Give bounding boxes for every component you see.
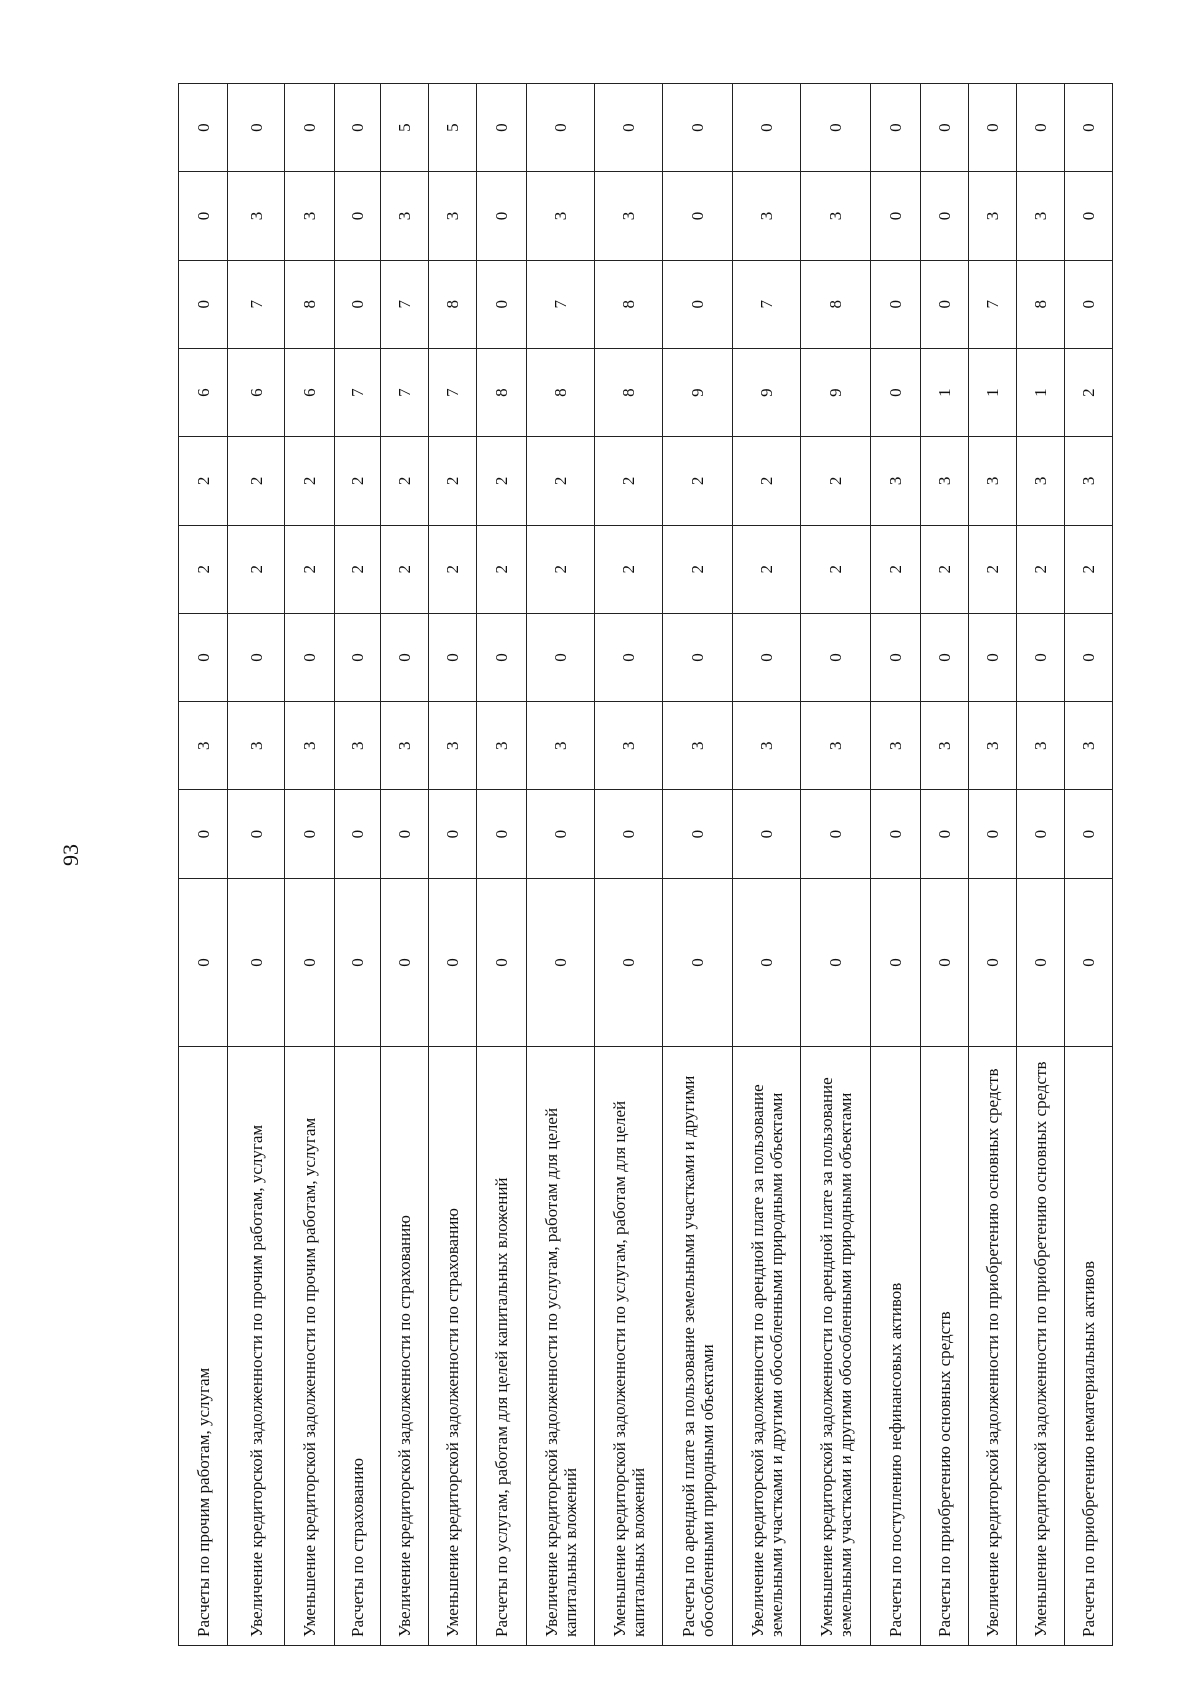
code-cell: 2 <box>381 525 429 613</box>
row-label: Расчеты по страхованию <box>335 1047 381 1646</box>
code-cell: 0 <box>228 790 285 878</box>
code-cell: 5 <box>381 84 429 172</box>
code-cell: 1 <box>969 348 1017 436</box>
code-cell: 0 <box>801 613 871 701</box>
code-cell: 0 <box>179 613 228 701</box>
code-cell: 2 <box>1065 348 1113 436</box>
code-cell: 0 <box>477 613 527 701</box>
code-cell: 0 <box>335 613 381 701</box>
code-cell: 3 <box>801 702 871 790</box>
code-cell: 7 <box>381 348 429 436</box>
code-cell: 0 <box>381 878 429 1046</box>
page-number: 93 <box>58 844 83 866</box>
code-cell: 3 <box>969 437 1017 525</box>
table-row <box>228 84 285 1646</box>
code-cell: 0 <box>527 790 595 878</box>
code-cell: 0 <box>1017 613 1065 701</box>
code-cell: 3 <box>595 702 663 790</box>
code-cell: 0 <box>1017 84 1065 172</box>
code-cell: 0 <box>921 790 969 878</box>
code-cell: 0 <box>663 790 733 878</box>
row-label: Увеличение кредиторской задолженности по услугам, работам для целей капитальных вложений <box>527 1047 595 1646</box>
code-cell: 3 <box>921 702 969 790</box>
code-cell: 2 <box>663 437 733 525</box>
code-cell: 6 <box>179 348 228 436</box>
code-cell: 3 <box>228 172 285 260</box>
table-row <box>527 84 595 1646</box>
row-label: Расчеты по арендной плате за пользование земельными участками и другими обособленными природными объектами <box>663 1047 733 1646</box>
code-cell: 2 <box>335 437 381 525</box>
code-cell: 7 <box>228 260 285 348</box>
code-cell: 0 <box>871 84 921 172</box>
code-cell: 0 <box>595 613 663 701</box>
code-cell: 2 <box>733 525 801 613</box>
code-cell: 3 <box>663 702 733 790</box>
code-cell: 3 <box>1017 437 1065 525</box>
code-cell: 3 <box>969 172 1017 260</box>
code-cell: 0 <box>429 613 477 701</box>
code-cell: 8 <box>527 348 595 436</box>
rotated-table-container <box>178 83 1102 1646</box>
code-cell: 0 <box>871 172 921 260</box>
code-cell: 0 <box>285 790 335 878</box>
code-cell: 2 <box>1065 525 1113 613</box>
code-cell: 3 <box>527 172 595 260</box>
table-row <box>285 84 335 1646</box>
row-label: Уменьшение кредиторской задолженности по арендной плате за пользование земельными участками и другими обособленными природными объектами <box>801 1047 871 1646</box>
code-cell: 1 <box>1017 348 1065 436</box>
code-cell: 0 <box>527 84 595 172</box>
code-cell: 0 <box>801 878 871 1046</box>
code-cell: 7 <box>969 260 1017 348</box>
code-cell: 0 <box>663 613 733 701</box>
code-cell: 0 <box>595 878 663 1046</box>
table-row <box>801 84 871 1646</box>
code-cell: 0 <box>1065 878 1113 1046</box>
row-label: Расчеты по приобретению основных средств <box>921 1047 969 1646</box>
code-cell: 8 <box>801 260 871 348</box>
code-cell: 0 <box>663 172 733 260</box>
code-cell: 0 <box>381 790 429 878</box>
code-cell: 0 <box>1017 790 1065 878</box>
code-cell: 6 <box>228 348 285 436</box>
code-cell: 0 <box>663 878 733 1046</box>
code-cell: 2 <box>733 437 801 525</box>
code-cell: 0 <box>733 84 801 172</box>
row-label: Увеличение кредиторской задолженности по приобретению основных средств <box>969 1047 1017 1646</box>
table-row <box>871 84 921 1646</box>
row-label: Расчеты по прочим работам, услугам <box>179 1047 228 1646</box>
code-cell: 0 <box>335 878 381 1046</box>
code-cell: 2 <box>429 525 477 613</box>
code-cell: 2 <box>595 525 663 613</box>
code-cell: 0 <box>871 790 921 878</box>
code-cell: 0 <box>921 260 969 348</box>
code-cell: 2 <box>663 525 733 613</box>
row-label: Уменьшение кредиторской задолженности по страхованию <box>429 1047 477 1646</box>
code-cell: 0 <box>381 613 429 701</box>
code-cell: 7 <box>527 260 595 348</box>
code-cell: 3 <box>871 437 921 525</box>
code-cell: 7 <box>381 260 429 348</box>
code-cell: 0 <box>477 260 527 348</box>
code-cell: 9 <box>733 348 801 436</box>
code-cell: 0 <box>663 84 733 172</box>
table-row <box>1017 84 1065 1646</box>
code-cell: 0 <box>228 613 285 701</box>
table-row <box>381 84 429 1646</box>
code-cell: 2 <box>871 525 921 613</box>
table-body <box>179 84 1113 1646</box>
row-label: Увеличение кредиторской задолженности по страхованию <box>381 1047 429 1646</box>
code-cell: 3 <box>285 702 335 790</box>
code-cell: 0 <box>527 613 595 701</box>
code-cell: 3 <box>335 702 381 790</box>
code-cell: 0 <box>1065 172 1113 260</box>
code-cell: 0 <box>477 172 527 260</box>
code-cell: 3 <box>595 172 663 260</box>
table-row <box>179 84 228 1646</box>
code-cell: 2 <box>595 437 663 525</box>
code-cell: 0 <box>429 878 477 1046</box>
row-label: Расчеты по приобретению нематериальных активов <box>1065 1047 1113 1646</box>
code-cell: 3 <box>733 172 801 260</box>
code-cell: 0 <box>969 790 1017 878</box>
code-cell: 0 <box>969 613 1017 701</box>
code-cell: 2 <box>285 525 335 613</box>
code-cell: 3 <box>429 702 477 790</box>
code-cell: 6 <box>285 348 335 436</box>
code-cell: 8 <box>429 260 477 348</box>
code-cell: 2 <box>285 437 335 525</box>
table-row <box>1065 84 1113 1646</box>
code-cell: 3 <box>733 702 801 790</box>
code-cell: 3 <box>527 702 595 790</box>
code-cell: 0 <box>285 878 335 1046</box>
code-cell: 3 <box>477 702 527 790</box>
code-cell: 3 <box>801 172 871 260</box>
table-row <box>477 84 527 1646</box>
code-cell: 0 <box>801 790 871 878</box>
code-cell: 0 <box>179 790 228 878</box>
code-cell: 0 <box>179 172 228 260</box>
code-cell: 3 <box>1017 172 1065 260</box>
code-cell: 3 <box>381 702 429 790</box>
code-cell: 5 <box>429 84 477 172</box>
code-cell: 2 <box>179 437 228 525</box>
code-cell: 0 <box>285 613 335 701</box>
code-cell: 0 <box>228 878 285 1046</box>
row-label: Увеличение кредиторской задолженности по прочим работам, услугам <box>228 1047 285 1646</box>
code-cell: 0 <box>477 878 527 1046</box>
code-cell: 9 <box>801 348 871 436</box>
code-cell: 3 <box>1065 702 1113 790</box>
code-cell: 0 <box>921 172 969 260</box>
code-cell: 0 <box>477 84 527 172</box>
table-row <box>595 84 663 1646</box>
code-cell: 0 <box>969 84 1017 172</box>
code-cell: 7 <box>429 348 477 436</box>
table-row <box>663 84 733 1646</box>
code-cell: 0 <box>871 878 921 1046</box>
row-label: Расчеты по поступлению нефинансовых активов <box>871 1047 921 1646</box>
code-cell: 0 <box>921 878 969 1046</box>
code-cell: 0 <box>179 84 228 172</box>
code-cell: 0 <box>871 348 921 436</box>
code-cell: 3 <box>921 437 969 525</box>
code-cell: 2 <box>1017 525 1065 613</box>
code-cell: 8 <box>595 348 663 436</box>
code-cell: 7 <box>335 348 381 436</box>
code-cell: 3 <box>1017 702 1065 790</box>
code-cell: 0 <box>969 878 1017 1046</box>
code-cell: 3 <box>179 702 228 790</box>
code-cell: 3 <box>381 172 429 260</box>
code-cell: 1 <box>921 348 969 436</box>
code-cell: 2 <box>228 525 285 613</box>
code-cell: 3 <box>429 172 477 260</box>
code-cell: 3 <box>285 172 335 260</box>
code-cell: 0 <box>921 84 969 172</box>
row-label: Уменьшение кредиторской задолженности по услугам, работам для целей капитальных вложений <box>595 1047 663 1646</box>
code-cell: 0 <box>335 790 381 878</box>
code-cell: 0 <box>179 878 228 1046</box>
code-cell: 0 <box>801 84 871 172</box>
table-row <box>733 84 801 1646</box>
code-cell: 2 <box>381 437 429 525</box>
row-label: Уменьшение кредиторской задолженности по приобретению основных средств <box>1017 1047 1065 1646</box>
code-cell: 0 <box>1017 878 1065 1046</box>
code-cell: 8 <box>1017 260 1065 348</box>
code-cell: 9 <box>663 348 733 436</box>
code-cell: 0 <box>733 878 801 1046</box>
code-cell: 2 <box>335 525 381 613</box>
code-cell: 0 <box>663 260 733 348</box>
code-cell: 0 <box>733 790 801 878</box>
code-cell: 0 <box>477 790 527 878</box>
code-cell: 2 <box>801 437 871 525</box>
table-row <box>921 84 969 1646</box>
row-label: Уменьшение кредиторской задолженности по прочим работам, услугам <box>285 1047 335 1646</box>
code-cell: 0 <box>1065 260 1113 348</box>
code-cell: 0 <box>429 790 477 878</box>
code-cell: 0 <box>1065 790 1113 878</box>
code-cell: 2 <box>429 437 477 525</box>
code-cell: 2 <box>477 437 527 525</box>
code-cell: 2 <box>477 525 527 613</box>
code-cell: 3 <box>1065 437 1113 525</box>
code-cell: 3 <box>228 702 285 790</box>
code-cell: 0 <box>733 613 801 701</box>
code-cell: 0 <box>335 172 381 260</box>
code-cell: 8 <box>477 348 527 436</box>
code-cell: 3 <box>871 702 921 790</box>
code-cell: 0 <box>595 790 663 878</box>
code-cell: 8 <box>285 260 335 348</box>
code-cell: 2 <box>527 437 595 525</box>
code-cell: 0 <box>871 613 921 701</box>
code-cell: 0 <box>179 260 228 348</box>
code-cell: 2 <box>527 525 595 613</box>
code-cell: 2 <box>179 525 228 613</box>
code-cell: 2 <box>921 525 969 613</box>
code-cell: 0 <box>921 613 969 701</box>
code-cell: 0 <box>335 84 381 172</box>
code-cell: 3 <box>969 702 1017 790</box>
code-cell: 0 <box>871 260 921 348</box>
code-cell: 2 <box>228 437 285 525</box>
code-cell: 0 <box>285 84 335 172</box>
code-cell: 2 <box>801 525 871 613</box>
table-row <box>335 84 381 1646</box>
row-label: Увеличение кредиторской задолженности по арендной плате за пользование земельными участками и другими обособленными природными объектами <box>733 1047 801 1646</box>
code-cell: 0 <box>595 84 663 172</box>
code-cell: 0 <box>335 260 381 348</box>
table-row <box>969 84 1017 1646</box>
code-cell: 0 <box>1065 613 1113 701</box>
code-cell: 0 <box>527 878 595 1046</box>
code-cell: 0 <box>1065 84 1113 172</box>
table-row <box>429 84 477 1646</box>
code-cell: 2 <box>969 525 1017 613</box>
code-cell: 8 <box>595 260 663 348</box>
code-cell: 7 <box>733 260 801 348</box>
code-cell: 0 <box>228 84 285 172</box>
row-label: Расчеты по услугам, работам для целей капитальных вложений <box>477 1047 527 1646</box>
accounts-table <box>178 83 1113 1646</box>
